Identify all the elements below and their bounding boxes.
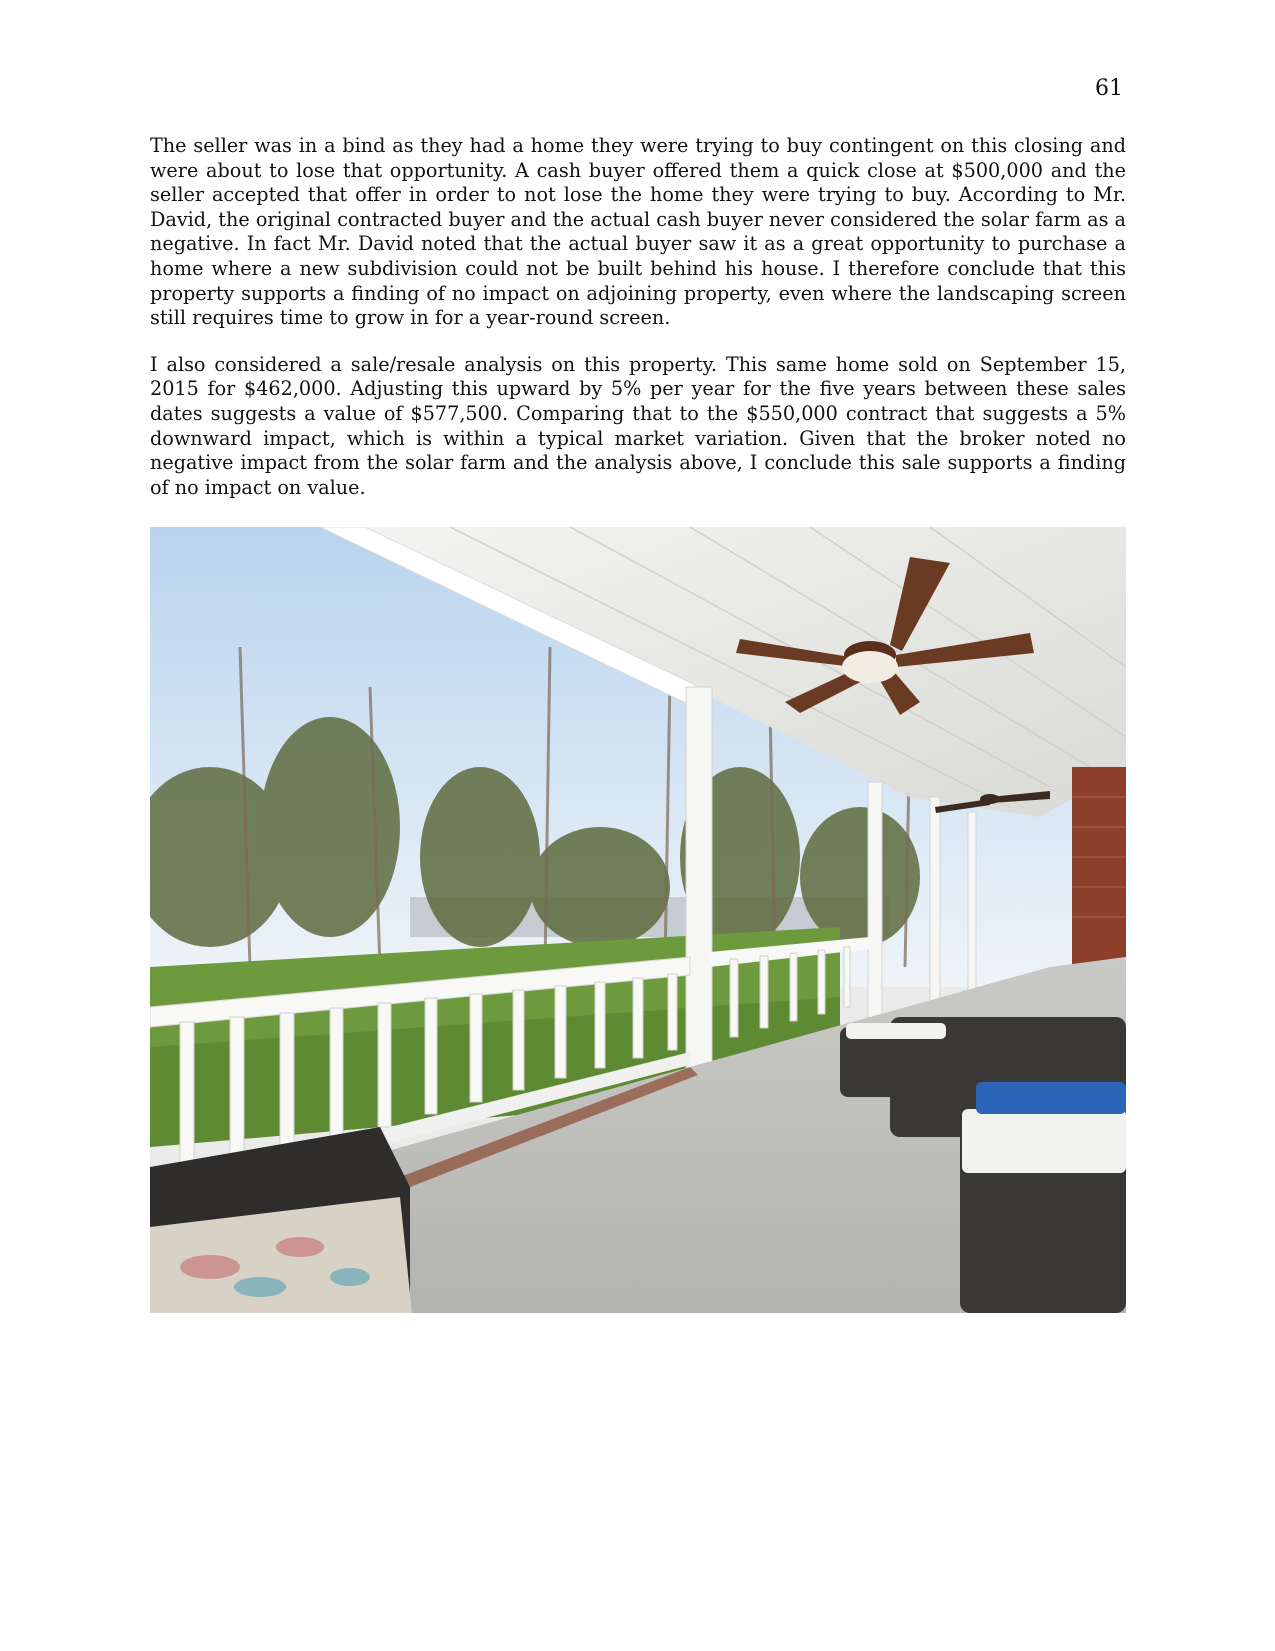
paragraph-seller-bind: The seller was in a bind as they had a home they were trying to buy contingent on this closing and were about to lose that opportunity. A cash buyer offered them a quick close at $500,000 and the seller accepted that offer in order to not lose the home they were trying to buy. According to Mr. David, the original contracted buyer and the actual cash buyer never considered the solar farm as a negative. In fact Mr. David noted that the actual buyer saw it as a great opportunity to purchase a home where a new subdivision could not be built behind his house. I therefore conclude that this property supports a finding of no impact on adjoining property, even where the landscaping screen still requires time to grow in for a year-round screen. (150, 134, 1126, 330)
porch-photo-illustration (150, 527, 1126, 1313)
page-number: 61 (1095, 76, 1123, 101)
document-body (150, 134, 1126, 522)
porch-photo (150, 527, 1126, 1313)
paragraph-sale-resale: I also considered a sale/resale analysis on this property. This same home sold on September 15, 2015 for $462,000. Adjusting this upward by 5% per year for the five years between these sales dates suggests a value of $577,500. Comparing that to the $550,000 contract that suggests a 5% downward impact, which is within a typical market variation. Given that the broker noted no negative impact from the solar farm and the analysis above, I conclude this sale supports a finding of no impact on value. (150, 352, 1126, 499)
